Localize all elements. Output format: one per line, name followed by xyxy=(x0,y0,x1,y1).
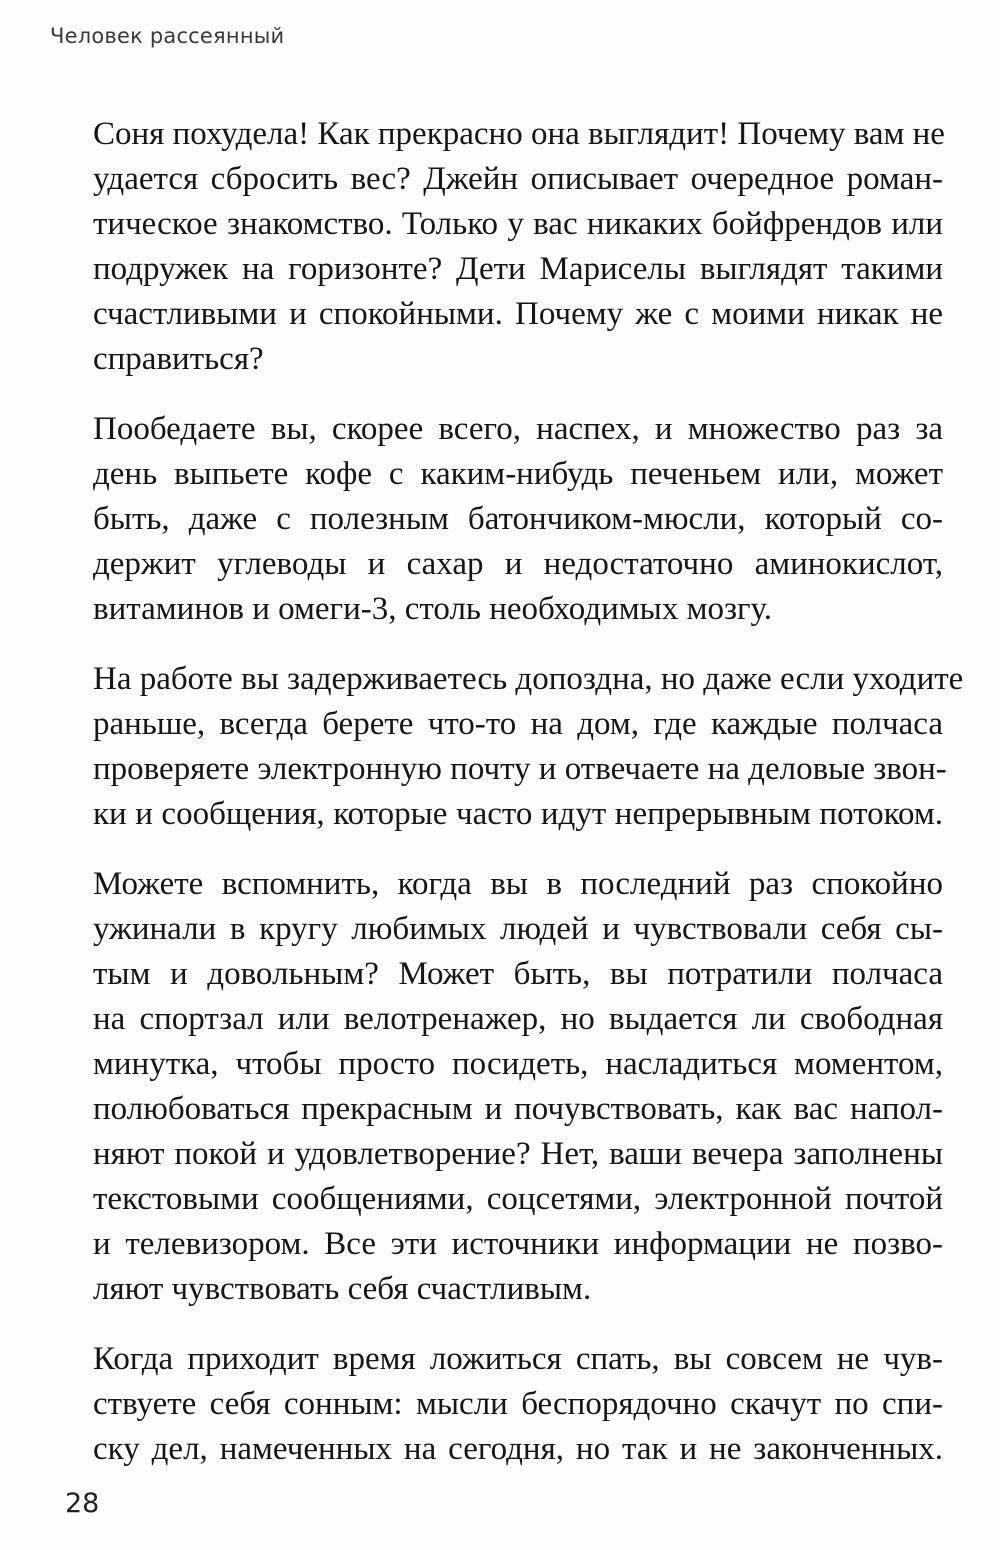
running-title: Человек рассеянный xyxy=(50,24,285,48)
text-line: Соня похудела! Как прекрасно она выглядит! Почему вам не xyxy=(93,116,945,152)
text-line: день выпьете кофе с каким-нибудь печеньем или, может xyxy=(93,456,943,492)
text-line: ляют чувствовать себя счастливым. xyxy=(93,1271,592,1307)
body-text xyxy=(93,112,964,1497)
text-line: ужинали в кругу любимых людей и чувствовали себя сы- xyxy=(93,911,943,947)
text-line: проверяете электронную почту и отвечаете на деловые звон- xyxy=(93,751,947,787)
text-line: на спортзал или велотренажер, но выдается ли свободная xyxy=(93,1001,943,1037)
text-line: На работе вы задерживаетесь допоздна, но даже если уходите xyxy=(93,661,964,697)
text-line: справиться? xyxy=(93,341,264,377)
text-line: Можете вспомнить, когда вы в последний раз спокойно xyxy=(93,866,943,902)
paragraph xyxy=(93,657,964,837)
text-line: ствуете себя сонным: мысли беспорядочно скачут по спи- xyxy=(93,1386,943,1422)
text-line: быть, даже с полезным батончиком-мюсли, который со- xyxy=(93,501,943,537)
text-line: Пообедаете вы, скорее всего, наспех, и множество раз за xyxy=(93,411,943,447)
text-line: и телевизором. Все эти источники информации не позво- xyxy=(93,1226,943,1262)
text-line: счастливыми и спокойными. Почему же с моими никак не xyxy=(93,296,943,332)
text-line: текстовыми сообщениями, соцсетями, электронной почтой xyxy=(93,1181,943,1217)
text-line: полюбоваться прекрасным и почувствовать, как вас напол- xyxy=(93,1091,943,1127)
text-line: витаминов и омеги-3, столь необходимых мозгу. xyxy=(93,591,772,627)
text-line: тым и довольным? Может быть, вы потратили полчаса xyxy=(93,956,943,992)
paragraph xyxy=(93,112,943,382)
text-line: ску дел, намеченных на сегодня, но так и не законченных. xyxy=(93,1431,943,1467)
text-line: держит углеводы и сахар и недостаточно аминокислот, xyxy=(93,546,943,582)
text-line: ки и сообщения, которые часто идут непрерывным потоком. xyxy=(93,796,943,832)
text-line: няют покой и удовлетворение? Нет, ваши вечера заполнены xyxy=(93,1136,943,1172)
text-line: Когда приходит время ложиться спать, вы совсем не чув- xyxy=(93,1341,943,1377)
text-line: минутка, чтобы просто посидеть, насладиться моментом, xyxy=(93,1046,943,1082)
paragraph xyxy=(93,407,943,632)
text-line: подружек на горизонте? Дети Мариселы выглядят такими xyxy=(93,251,943,287)
text-line: раньше, всегда берете что-то на дом, где каждые полчаса xyxy=(93,706,943,742)
page-number: 28 xyxy=(65,1488,100,1519)
text-line: тическое знакомство. Только у вас никаких бойфрендов или xyxy=(93,206,943,242)
text-line: удается сбросить вес? Джейн описывает очередное роман- xyxy=(93,161,943,197)
paragraph xyxy=(93,862,943,1312)
paragraph xyxy=(93,1337,943,1472)
